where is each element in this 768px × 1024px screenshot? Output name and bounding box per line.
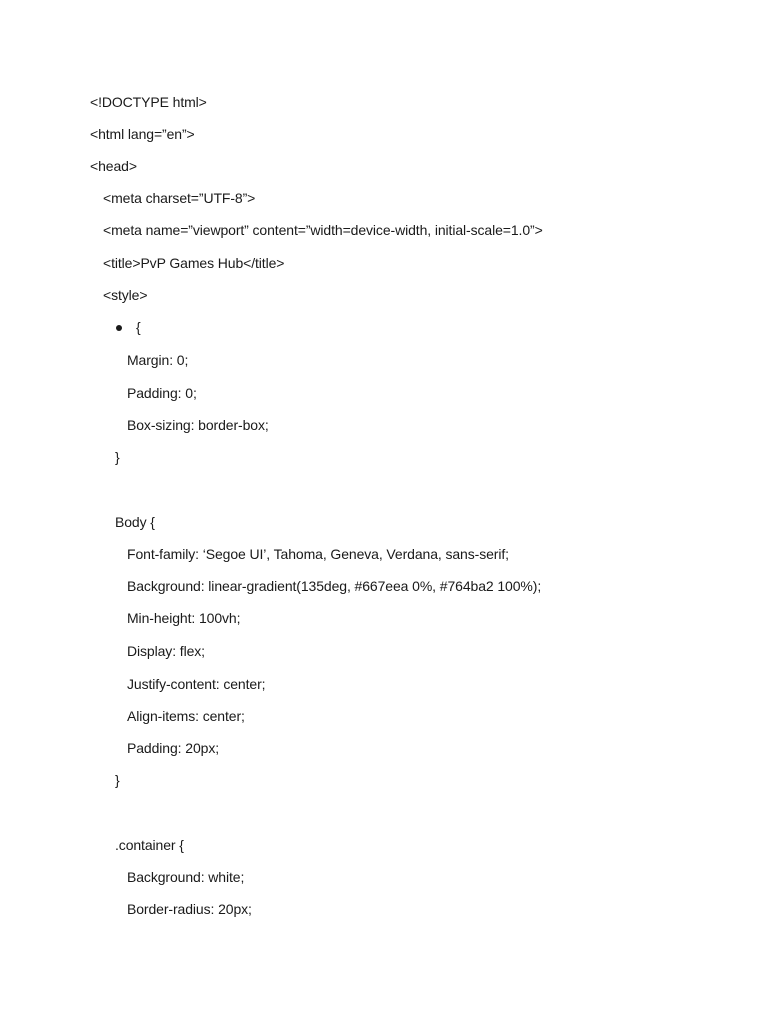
code-line-doctype: <!DOCTYPE html> bbox=[90, 94, 207, 110]
code-line-universal-close: } bbox=[115, 449, 120, 465]
code-line-meta-viewport: <meta name=”viewport” content=”width=device-width, initial-scale=1.0”> bbox=[103, 222, 543, 238]
code-line-align-items: Align-items: center; bbox=[127, 708, 245, 724]
code-line-title: <title>PvP Games Hub</title> bbox=[103, 255, 285, 271]
code-line-min-height: Min-height: 100vh; bbox=[127, 610, 241, 626]
code-line-container-open: .container { bbox=[115, 837, 184, 853]
code-line-container-background: Background: white; bbox=[127, 869, 245, 885]
code-line-style-open: <style> bbox=[103, 287, 148, 303]
code-line-font-family: Font-family: ‘Segoe UI’, Tahoma, Geneva, Verdana, sans-serif; bbox=[127, 546, 509, 562]
code-line-background-gradient: Background: linear-gradient(135deg, #667eea 0%, #764ba2 100%); bbox=[127, 578, 542, 594]
code-line-box-sizing: Box-sizing: border-box; bbox=[127, 417, 269, 433]
code-line-body-padding: Padding: 20px; bbox=[127, 740, 220, 756]
code-line-universal-open: { bbox=[136, 319, 141, 335]
bullet-icon bbox=[116, 325, 122, 331]
code-line-padding: Padding: 0; bbox=[127, 385, 197, 401]
code-line-html-open: <html lang=”en”> bbox=[90, 126, 195, 142]
code-line-container-radius: Border-radius: 20px; bbox=[127, 901, 252, 917]
code-line-head-open: <head> bbox=[90, 158, 137, 174]
code-line-meta-charset: <meta charset=”UTF-8”> bbox=[103, 190, 256, 206]
code-line-margin: Margin: 0; bbox=[127, 352, 189, 368]
code-line-display: Display: flex; bbox=[127, 643, 205, 659]
code-line-justify-content: Justify-content: center; bbox=[127, 676, 266, 692]
code-line-body-close: } bbox=[115, 772, 120, 788]
code-line-body-open: Body { bbox=[115, 514, 155, 530]
